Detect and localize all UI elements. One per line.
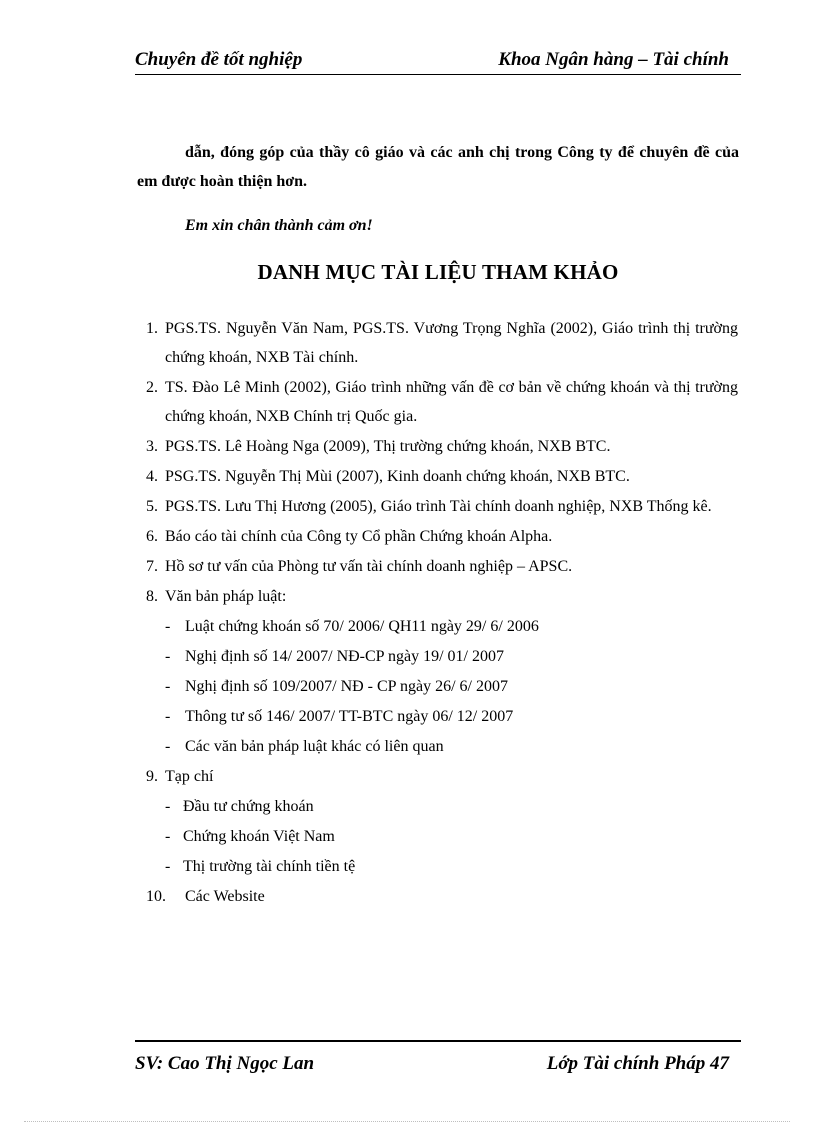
reference-number: 6. [146, 528, 158, 545]
law-item [146, 732, 738, 762]
page-header [135, 48, 741, 75]
law-item [146, 642, 738, 672]
reference-item [146, 432, 738, 461]
bullet-dash: - [165, 828, 171, 845]
law-item [146, 612, 738, 642]
reference-text: PGS.TS. Nguyễn Văn Nam, PGS.TS. Vương Trọng Nghĩa (2002), Giáo trình thị trường chứng khoán, NXB Tài chính. [165, 320, 738, 366]
footer-left: SV: Cao Thị Ngọc Lan [135, 1053, 315, 1074]
reference-text: PGS.TS. Lưu Thị Hương (2005), Giáo trình Tài chính doanh nghiệp, NXB Thống kê. [165, 498, 712, 515]
magazine-text: Thị trường tài chính tiền tệ [183, 858, 356, 875]
page-footer [135, 1040, 741, 1082]
page-edge-divider [24, 1121, 790, 1122]
law-text: Thông tư số 146/ 2007/ TT-BTC ngày 06/ 12/ 2007 [185, 708, 514, 725]
reference-number: 7. [146, 558, 158, 575]
reference-number: 2. [146, 379, 158, 396]
bullet-dash: - [165, 618, 171, 635]
reference-number: 5. [146, 498, 158, 515]
magazine-item [146, 822, 738, 852]
bullet-dash: - [165, 708, 171, 725]
reference-item [146, 522, 738, 551]
reference-text: Báo cáo tài chính của Công ty Cổ phần Chứng khoán Alpha. [165, 528, 553, 545]
reference-item [146, 762, 738, 791]
reference-text: PSG.TS. Nguyễn Thị Mùi (2007), Kinh doanh chứng khoán, NXB BTC. [165, 468, 630, 485]
reference-item [146, 314, 738, 372]
reference-text: PGS.TS. Lê Hoàng Nga (2009), Thị trường chứng khoán, NXB BTC. [165, 438, 611, 455]
magazine-item [146, 792, 738, 822]
reference-list [146, 314, 738, 912]
bullet-dash: - [165, 798, 171, 815]
header-left: Chuyên đề tốt nghiệp [135, 49, 303, 70]
reference-text: Văn bản pháp luật: [165, 588, 287, 605]
magazine-text: Chứng khoán Việt Nam [183, 828, 335, 845]
reference-number: 1. [146, 320, 158, 337]
law-text: Luật chứng khoán số 70/ 2006/ QH11 ngày 29/ 6/ 2006 [185, 618, 539, 635]
reference-number: 10. [146, 888, 166, 905]
thanks-line: Em xin chân thành cảm ơn! [185, 217, 373, 234]
reference-item [146, 373, 738, 431]
reference-item [146, 552, 738, 581]
bullet-dash: - [165, 678, 171, 695]
reference-text: TS. Đào Lê Minh (2002), Giáo trình những vấn đề cơ bản về chứng khoán và thị trường chứng khoán, NXB Chính trị Quốc gia. [165, 379, 738, 425]
reference-number: 8. [146, 588, 158, 605]
footer-right: Lớp Tài chính Pháp 47 [546, 1053, 729, 1074]
reference-item [146, 882, 738, 911]
reference-text: Các Website [185, 888, 265, 905]
body-paragraph: dẫn, đóng góp của thầy cô giáo và các anh chị trong Công ty để chuyên đề của em được hoàn thiện hơn. [137, 144, 739, 190]
bullet-dash: - [165, 648, 171, 665]
references-title: DANH MỤC TÀI LIỆU THAM KHẢO [257, 260, 619, 284]
law-text: Nghị định số 109/2007/ NĐ - CP ngày 26/ 6/ 2007 [185, 678, 508, 695]
reference-item [146, 492, 738, 521]
reference-number: 4. [146, 468, 158, 485]
reference-item [146, 582, 738, 611]
magazine-text: Đầu tư chứng khoán [183, 798, 314, 815]
reference-number: 3. [146, 438, 158, 455]
reference-item [146, 462, 738, 491]
reference-text: Hồ sơ tư vấn của Phòng tư vấn tài chính doanh nghiệp – APSC. [165, 558, 573, 575]
header-right: Khoa Ngân hàng – Tài chính [498, 49, 729, 70]
law-text: Các văn bản pháp luật khác có liên quan [185, 738, 444, 755]
law-item [146, 702, 738, 732]
law-item [146, 672, 738, 702]
law-text: Nghị định số 14/ 2007/ NĐ-CP ngày 19/ 01/ 2007 [185, 648, 504, 665]
bullet-dash: - [165, 738, 171, 755]
magazine-item [146, 852, 738, 882]
reference-number: 9. [146, 768, 158, 785]
reference-text: Tạp chí [165, 768, 214, 785]
bullet-dash: - [165, 858, 171, 875]
